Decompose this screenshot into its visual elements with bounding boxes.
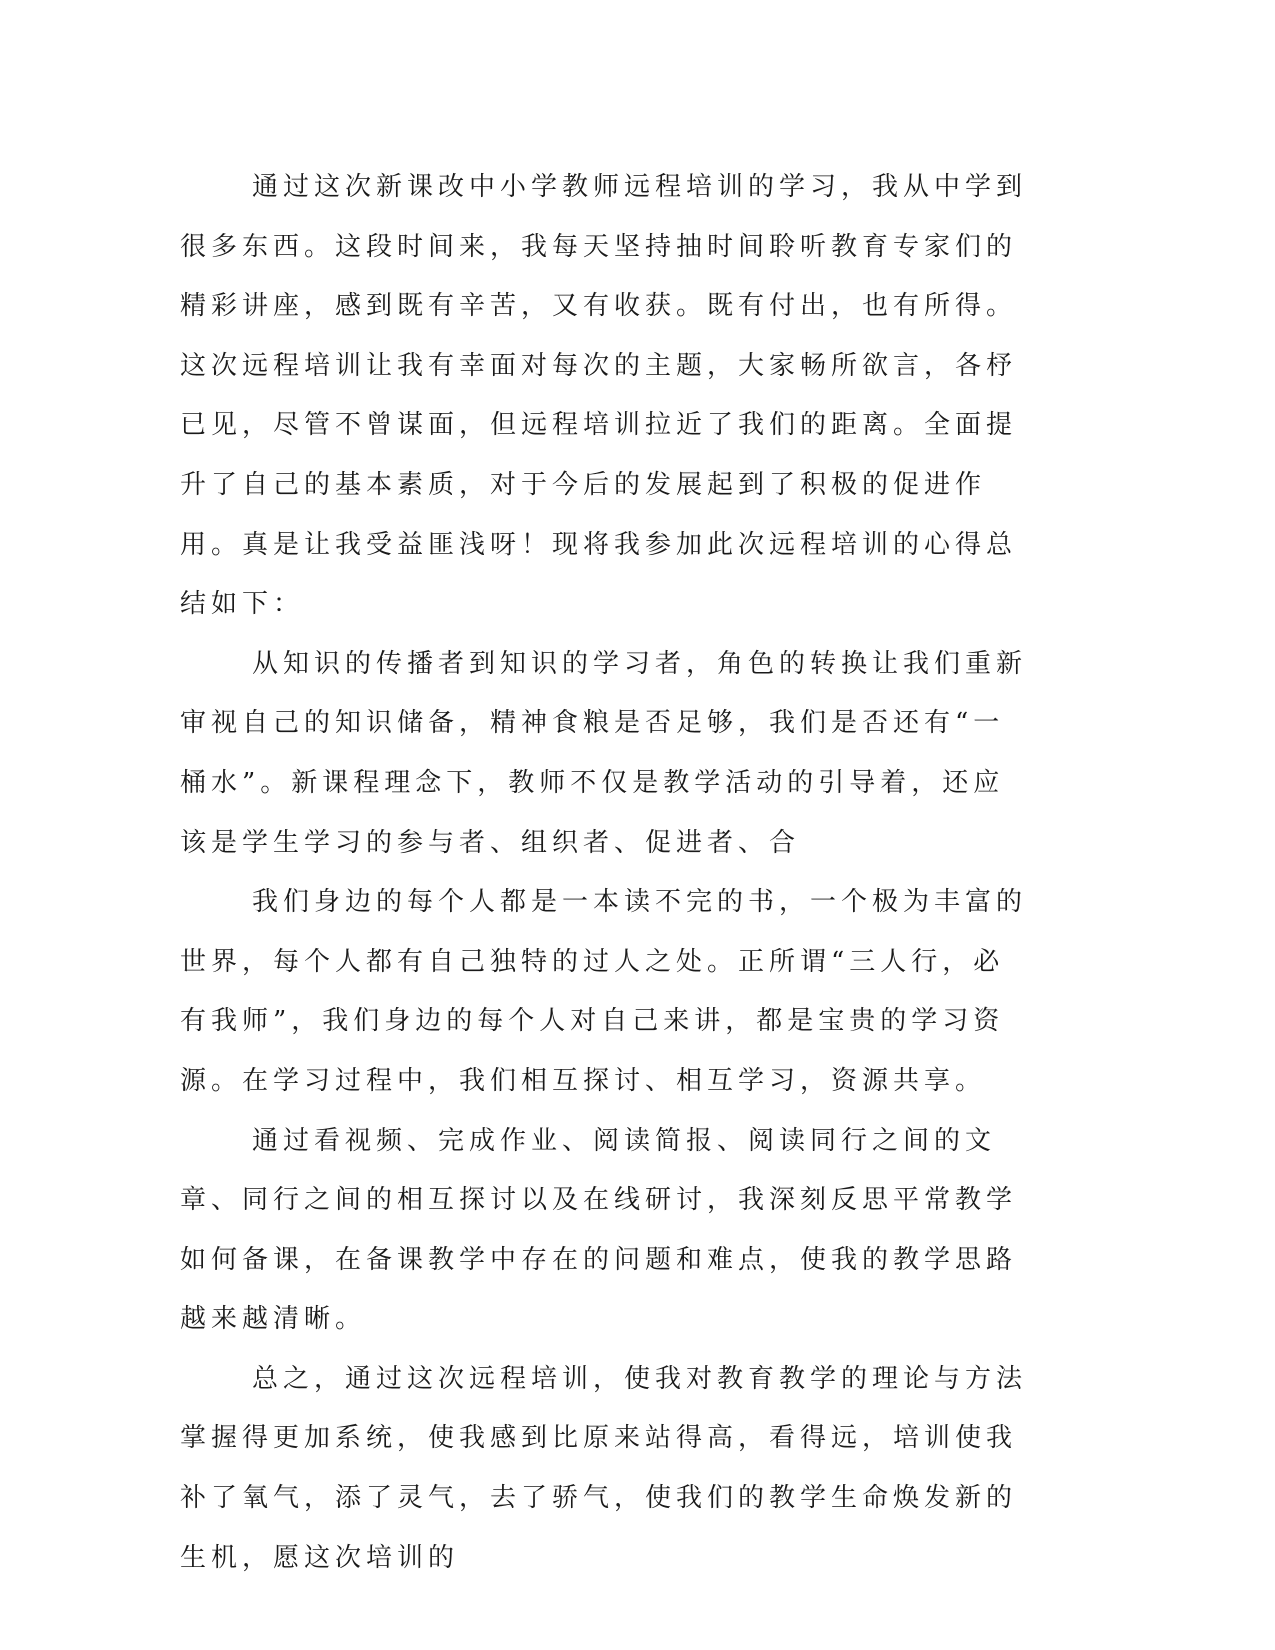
paragraph: 通过这次新课改中小学教师远程培训的学习，我从中学到很多东西。这段时间来，我每天坚持抽时间聆听教育专家们的精彩讲座，感到既有辛苦，又有收获。既有付出，也有所得。这次远程培训让我有幸面对每次的主题，大家畅所欲言，各杼已见，尽管不曾谋面，但远程培训拉近了我们的距离。全面提升了自己的基本素质，对于今后的发展起到了积极的促进作用。真是让我受益匪浅呀！现将我参加此次远程培训的心得总结如下： xyxy=(180,172,1028,620)
paragraph: 总之，通过这次远程培训，使我对教育教学的理论与方法掌握得更加系统，使我感到比原来站得高，看得远，培训使我补了氧气，添了灵气，去了骄气，使我们的教学生命焕发新的生机，愿这次培训的 xyxy=(180,1363,1028,1573)
paragraph: 通过看视频、完成作业、阅读简报、阅读同行之间的文章、同行之间的相互探讨以及在线研讨，我深刻反思平常教学如何备课，在备课教学中存在的问题和难点，使我的教学思路越来越清晰。 xyxy=(180,1125,1018,1335)
document-page xyxy=(180,158,1030,1588)
paragraph: 从知识的传播者到知识的学习者，角色的转换让我们重新审视自己的知识储备，精神食粮是否足够，我们是否还有“一桶水”。新课程理念下，教师不仅是教学活动的引导着，还应该是学生学习的参与者、组织者、促进者、合 xyxy=(180,648,1028,858)
paragraph: 我们身边的每个人都是一本读不完的书，一个极为丰富的世界，每个人都有自己独特的过人之处。正所谓“三人行，必有我师”，我们身边的每个人对自己来讲，都是宝贵的学习资源。在学习过程中，我们相互探讨、相互学习，资源共享。 xyxy=(180,887,1028,1096)
